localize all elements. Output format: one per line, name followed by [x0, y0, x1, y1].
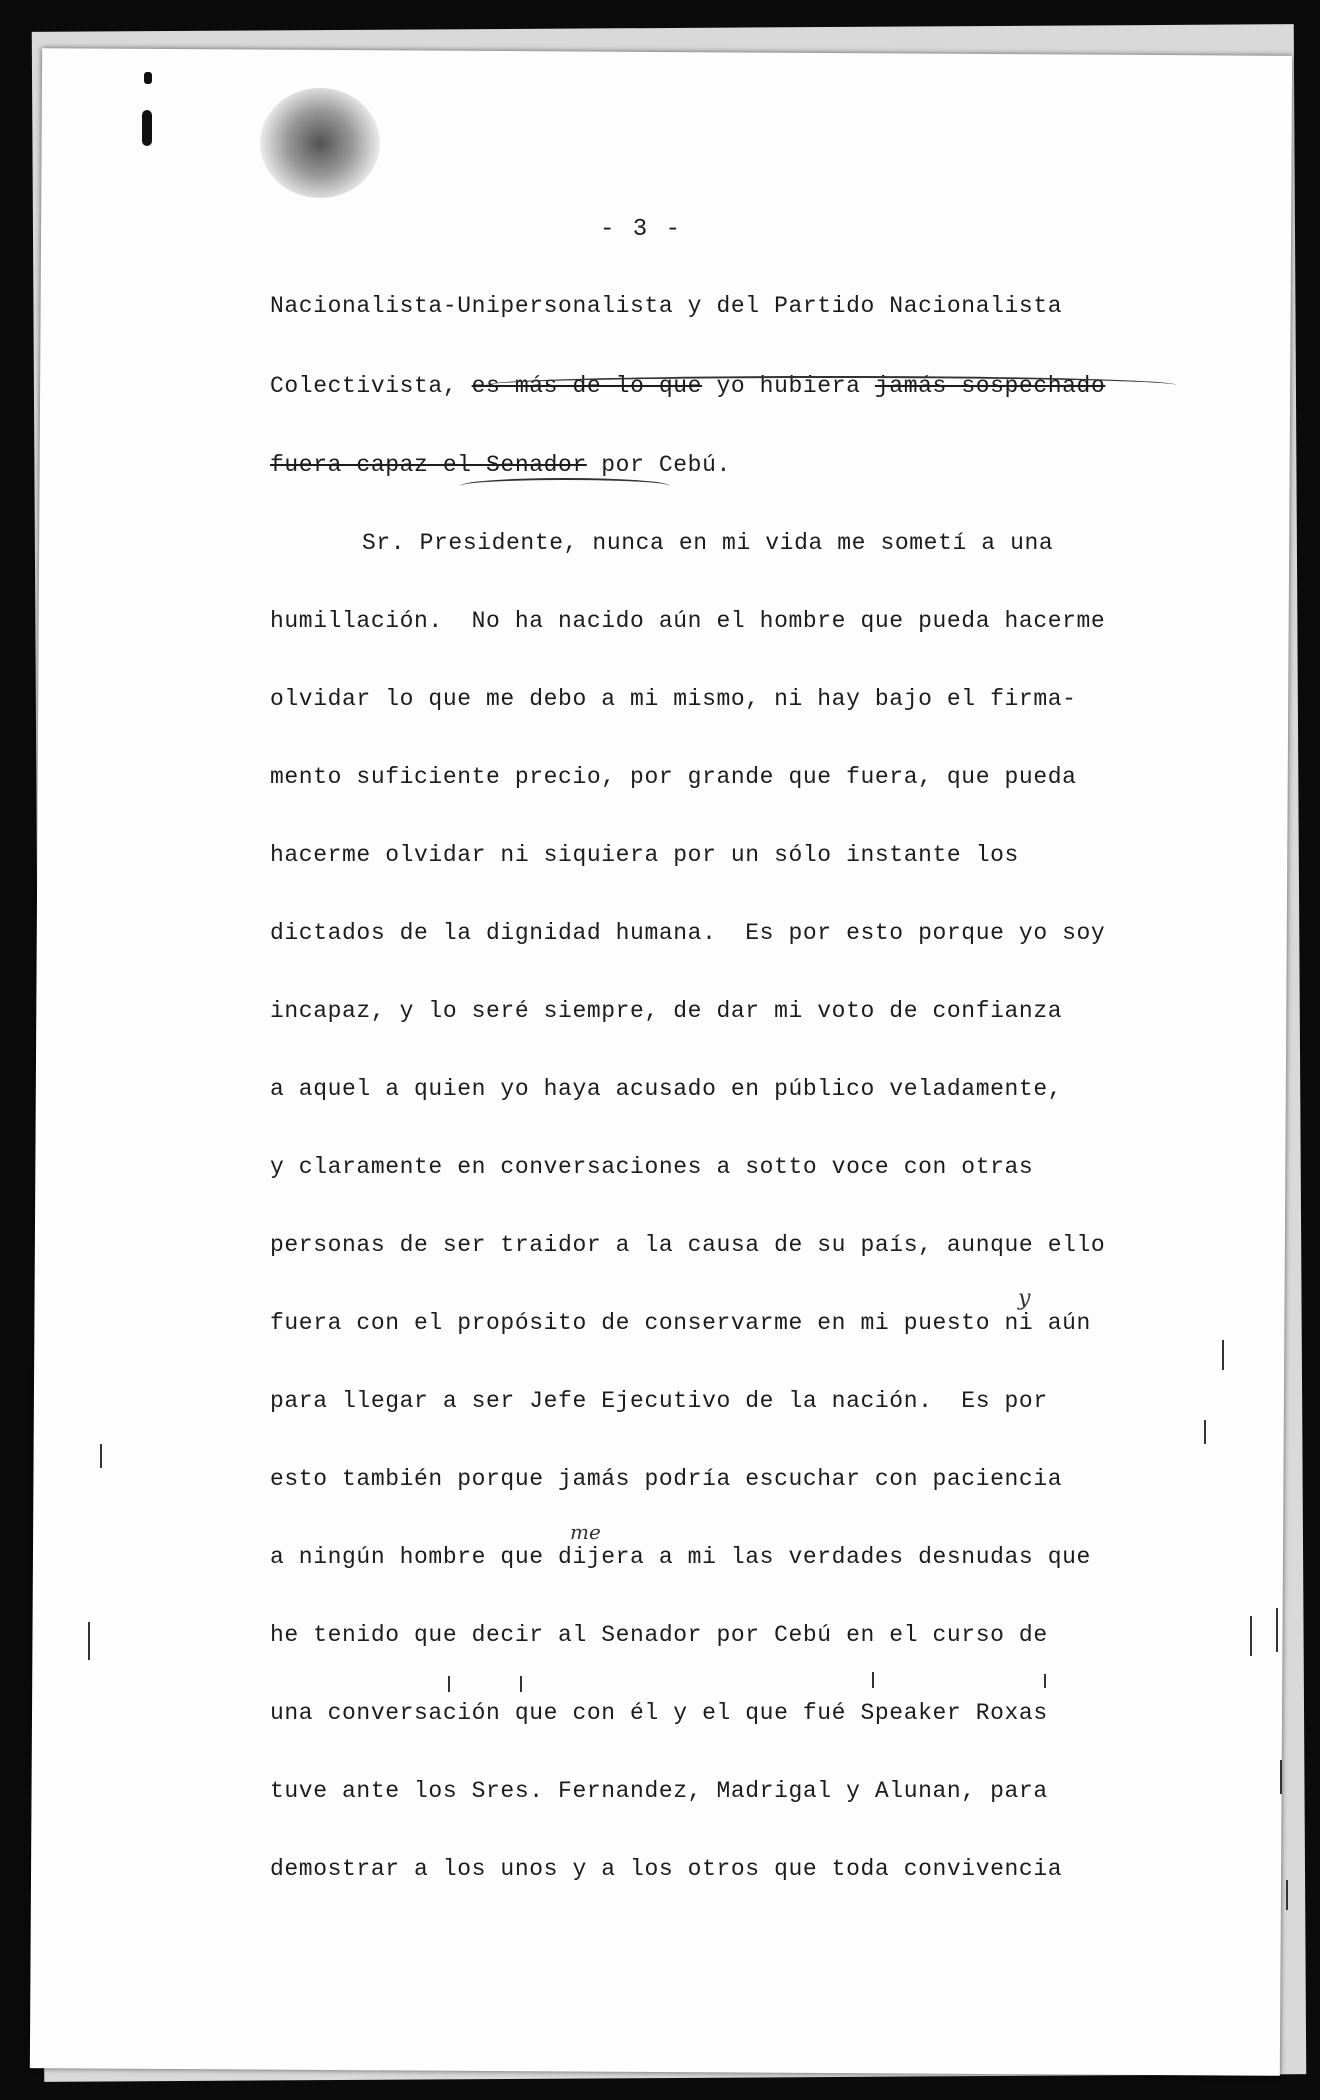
- margin-mark: [1222, 1340, 1224, 1370]
- handwritten-underline: [486, 376, 1176, 394]
- text-line: Sr. Presidente, nunca en mi vida me sometí a una: [362, 530, 1054, 556]
- text-line: dictados de la dignidad humana. Es por esto porque yo soy: [270, 920, 1106, 946]
- text-line: olvidar lo que me debo a mi mismo, ni hay bajo el firma-: [270, 686, 1077, 712]
- margin-mark: [1250, 1616, 1252, 1656]
- margin-mark: [1204, 1420, 1206, 1444]
- handwritten-insertion: y: [1018, 1286, 1031, 1311]
- text-line: fuera con el propósito de conservarme en mi puesto ni aún: [270, 1310, 1091, 1336]
- text-line: incapaz, y lo seré siempre, de dar mi voto de confianza: [270, 998, 1063, 1024]
- struck-text: es más de lo que: [471, 373, 703, 399]
- text-segment: por Cebú.: [586, 452, 731, 478]
- text-line: hacerme olvidar ni siquiera por un sólo instante los: [270, 842, 1019, 868]
- text-line: esto también porque jamás podría escuchar con paciencia: [270, 1466, 1063, 1492]
- text-line: he tenido que decir al Senador por Cebú en el curso de: [270, 1622, 1048, 1648]
- page-number: - 3 -: [600, 216, 683, 243]
- text-line: [270, 452, 731, 478]
- text-line: tuve ante los Sres. Fernandez, Madrigal y Alunan, para: [270, 1778, 1048, 1804]
- margin-mark: [520, 1676, 522, 1692]
- margin-mark: [1044, 1674, 1046, 1688]
- text-line: a aquel a quien yo haya acusado en público veladamente,: [270, 1076, 1063, 1102]
- text-segment: Colectivista,: [270, 373, 472, 399]
- text-line: mento suficiente precio, por grande que fuera, que pueda: [270, 764, 1077, 790]
- text-line: humillación. No ha nacido aún el hombre que pueda hacerme: [270, 608, 1106, 634]
- margin-mark: [1276, 1608, 1278, 1652]
- struck-text: jamás sospechado: [874, 373, 1106, 399]
- text-line: demostrar a los unos y a los otros que toda convivencia: [270, 1856, 1063, 1882]
- text-line: para llegar a ser Jefe Ejecutivo de la nación. Es por: [270, 1388, 1048, 1414]
- text-line: una conversación que con él y el que fué Speaker Roxas: [270, 1700, 1048, 1726]
- binding-hole-mark: [144, 72, 152, 84]
- handwritten-underline: [460, 478, 670, 494]
- struck-text: fuera capaz el Senador: [270, 452, 587, 478]
- margin-mark: [1286, 1880, 1288, 1910]
- document-page: [30, 48, 1292, 2076]
- margin-mark: [88, 1622, 90, 1660]
- handwritten-insertion: me: [570, 1520, 601, 1544]
- text-line: personas de ser traidor a la causa de su país, aunque ello: [270, 1232, 1106, 1258]
- text-line: y claramente en conversaciones a sotto voce con otras: [270, 1154, 1034, 1180]
- ink-blot: [260, 88, 380, 198]
- binding-hole-mark: [142, 110, 152, 146]
- text-line: a ningún hombre que dijera a mi las verdades desnudas que: [270, 1544, 1091, 1570]
- text-segment: yo hubiera: [702, 373, 875, 399]
- margin-mark: [872, 1672, 874, 1688]
- margin-mark: [448, 1676, 450, 1692]
- margin-mark: [1280, 1760, 1282, 1794]
- margin-mark: [100, 1444, 102, 1468]
- text-line: Nacionalista-Unipersonalista y del Partido Nacionalista: [270, 293, 1063, 319]
